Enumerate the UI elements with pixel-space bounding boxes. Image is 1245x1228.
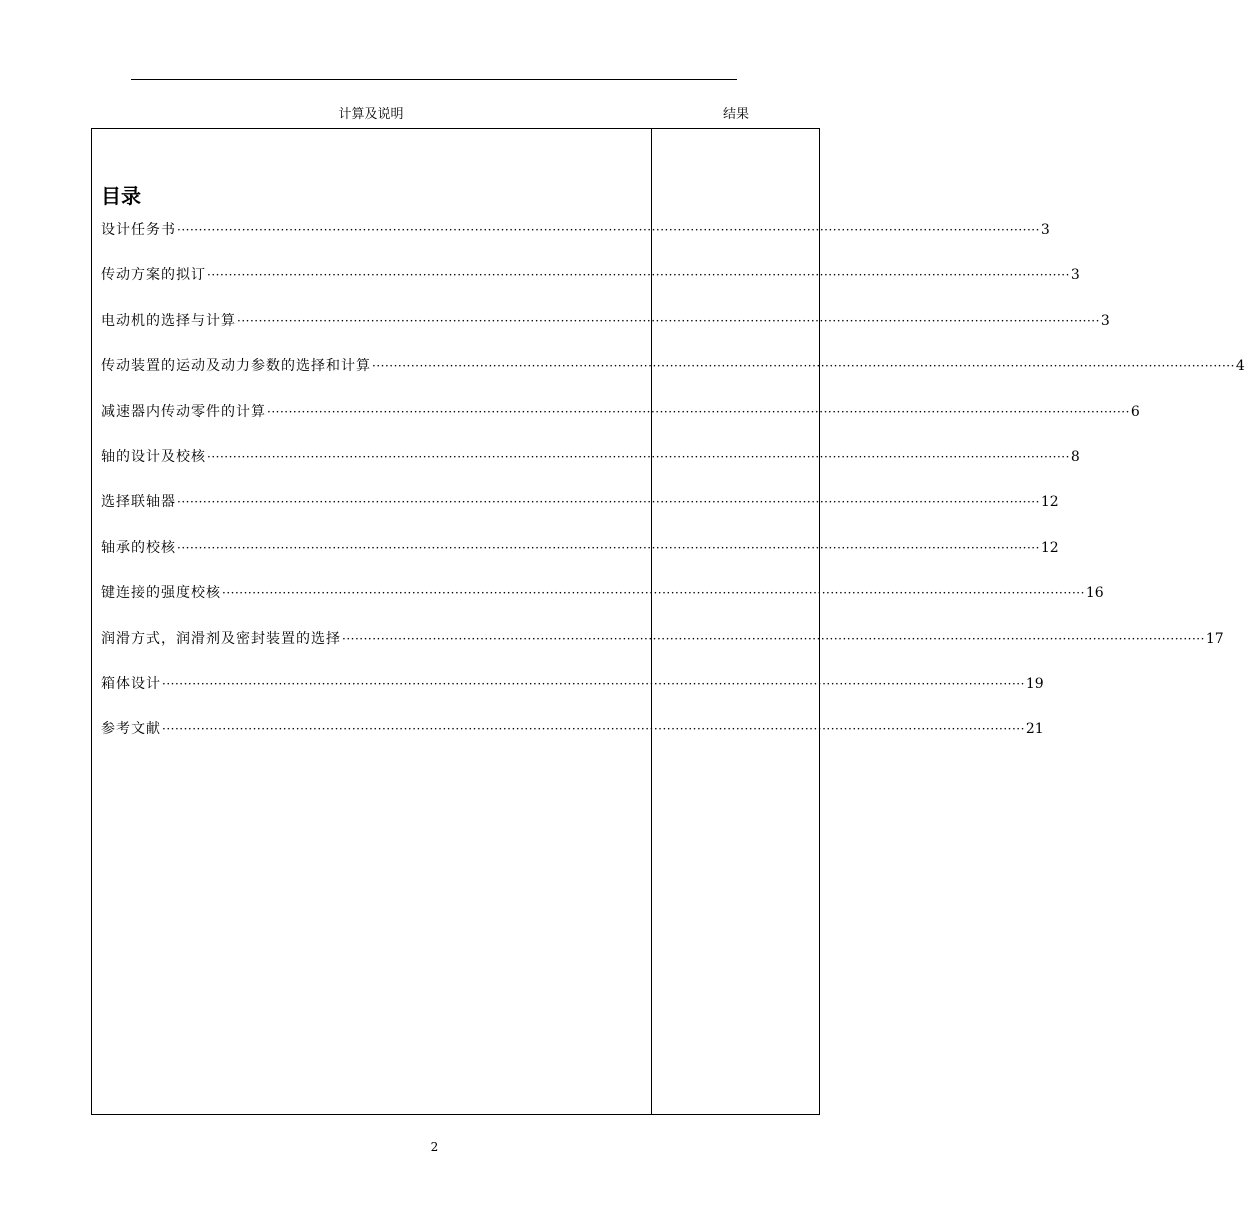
toc-entry-page: 3	[1040, 222, 1050, 238]
toc-entry[interactable]	[101, 718, 1044, 763]
toc-entry-label: 参考文献	[101, 721, 161, 738]
toc-entry-page: 12	[1040, 539, 1059, 556]
toc-entry[interactable]	[101, 446, 1080, 491]
toc-entry[interactable]	[101, 628, 1224, 673]
toc-entry-page: 4	[1235, 358, 1245, 375]
toc-entry[interactable]	[101, 310, 1110, 355]
toc-entry-page: 19	[1025, 675, 1044, 692]
dot-leader: ········································································································································································································	[177, 223, 1040, 237]
toc-entry-page: 16	[1085, 585, 1104, 602]
toc-entry-page: 12	[1040, 494, 1059, 511]
toc-entry[interactable]	[101, 537, 1059, 582]
toc-entry-page: 8	[1070, 448, 1080, 465]
toc-entry[interactable]	[101, 219, 1050, 264]
toc-entry-label: 润滑方式，润滑剂及密封装置的选择	[101, 630, 341, 647]
toc-entry-page: 21	[1025, 721, 1044, 738]
toc-entry-page: 3	[1100, 312, 1110, 329]
toc-entry-label: 选择联轴器	[101, 494, 176, 511]
dot-leader: ········································································································································································································	[222, 586, 1085, 601]
dot-leader: ········································································································································································································	[207, 268, 1070, 283]
toc-entry-label: 箱体设计	[101, 675, 161, 692]
toc-entry[interactable]	[101, 582, 1104, 627]
toc-entry[interactable]	[101, 401, 1140, 446]
dot-leader: ········································································································································································································	[342, 631, 1205, 646]
toc-title: 目录	[101, 184, 141, 208]
toc-entry-label: 设计任务书	[101, 222, 176, 238]
toc-entry[interactable]	[101, 673, 1044, 718]
toc-entry[interactable]	[101, 264, 1080, 309]
column-header-result: 结果	[722, 107, 749, 122]
dot-leader: ········································································································································································································	[162, 722, 1025, 737]
header-rule	[131, 79, 737, 80]
dot-leader: ········································································································································································································	[267, 404, 1130, 419]
toc-entry-page: 3	[1070, 267, 1080, 284]
toc-entry-label: 轴的设计及校核	[101, 448, 206, 465]
toc-entry-label: 传动方案的拟订	[101, 267, 206, 284]
toc-entry-label: 键连接的强度校核	[101, 585, 221, 602]
dot-leader: ········································································································································································································	[237, 313, 1100, 328]
dot-leader: ········································································································································································································	[177, 495, 1040, 510]
dot-leader: ········································································································································································································	[207, 449, 1070, 464]
toc-entry[interactable]	[101, 491, 1059, 536]
column-header-calculation: 计算及说明	[338, 107, 404, 122]
dot-leader: ········································································································································································································	[177, 540, 1040, 555]
toc-entry-label: 减速器内传动零件的计算	[101, 403, 266, 420]
toc-entry-label: 传动装置的运动及动力参数的选择和计算	[101, 358, 371, 375]
toc-entry-label: 电动机的选择与计算	[101, 312, 236, 329]
toc-entry[interactable]	[101, 355, 1245, 400]
page-number: 2	[430, 1140, 439, 1154]
dot-leader: ········································································································································································································	[162, 676, 1025, 691]
toc-list	[101, 219, 1245, 764]
dot-leader: ········································································································································································································	[372, 359, 1235, 374]
toc-entry-page: 17	[1205, 630, 1224, 647]
toc-entry-label: 轴承的校核	[101, 539, 176, 556]
toc-entry-page: 6	[1130, 403, 1140, 420]
